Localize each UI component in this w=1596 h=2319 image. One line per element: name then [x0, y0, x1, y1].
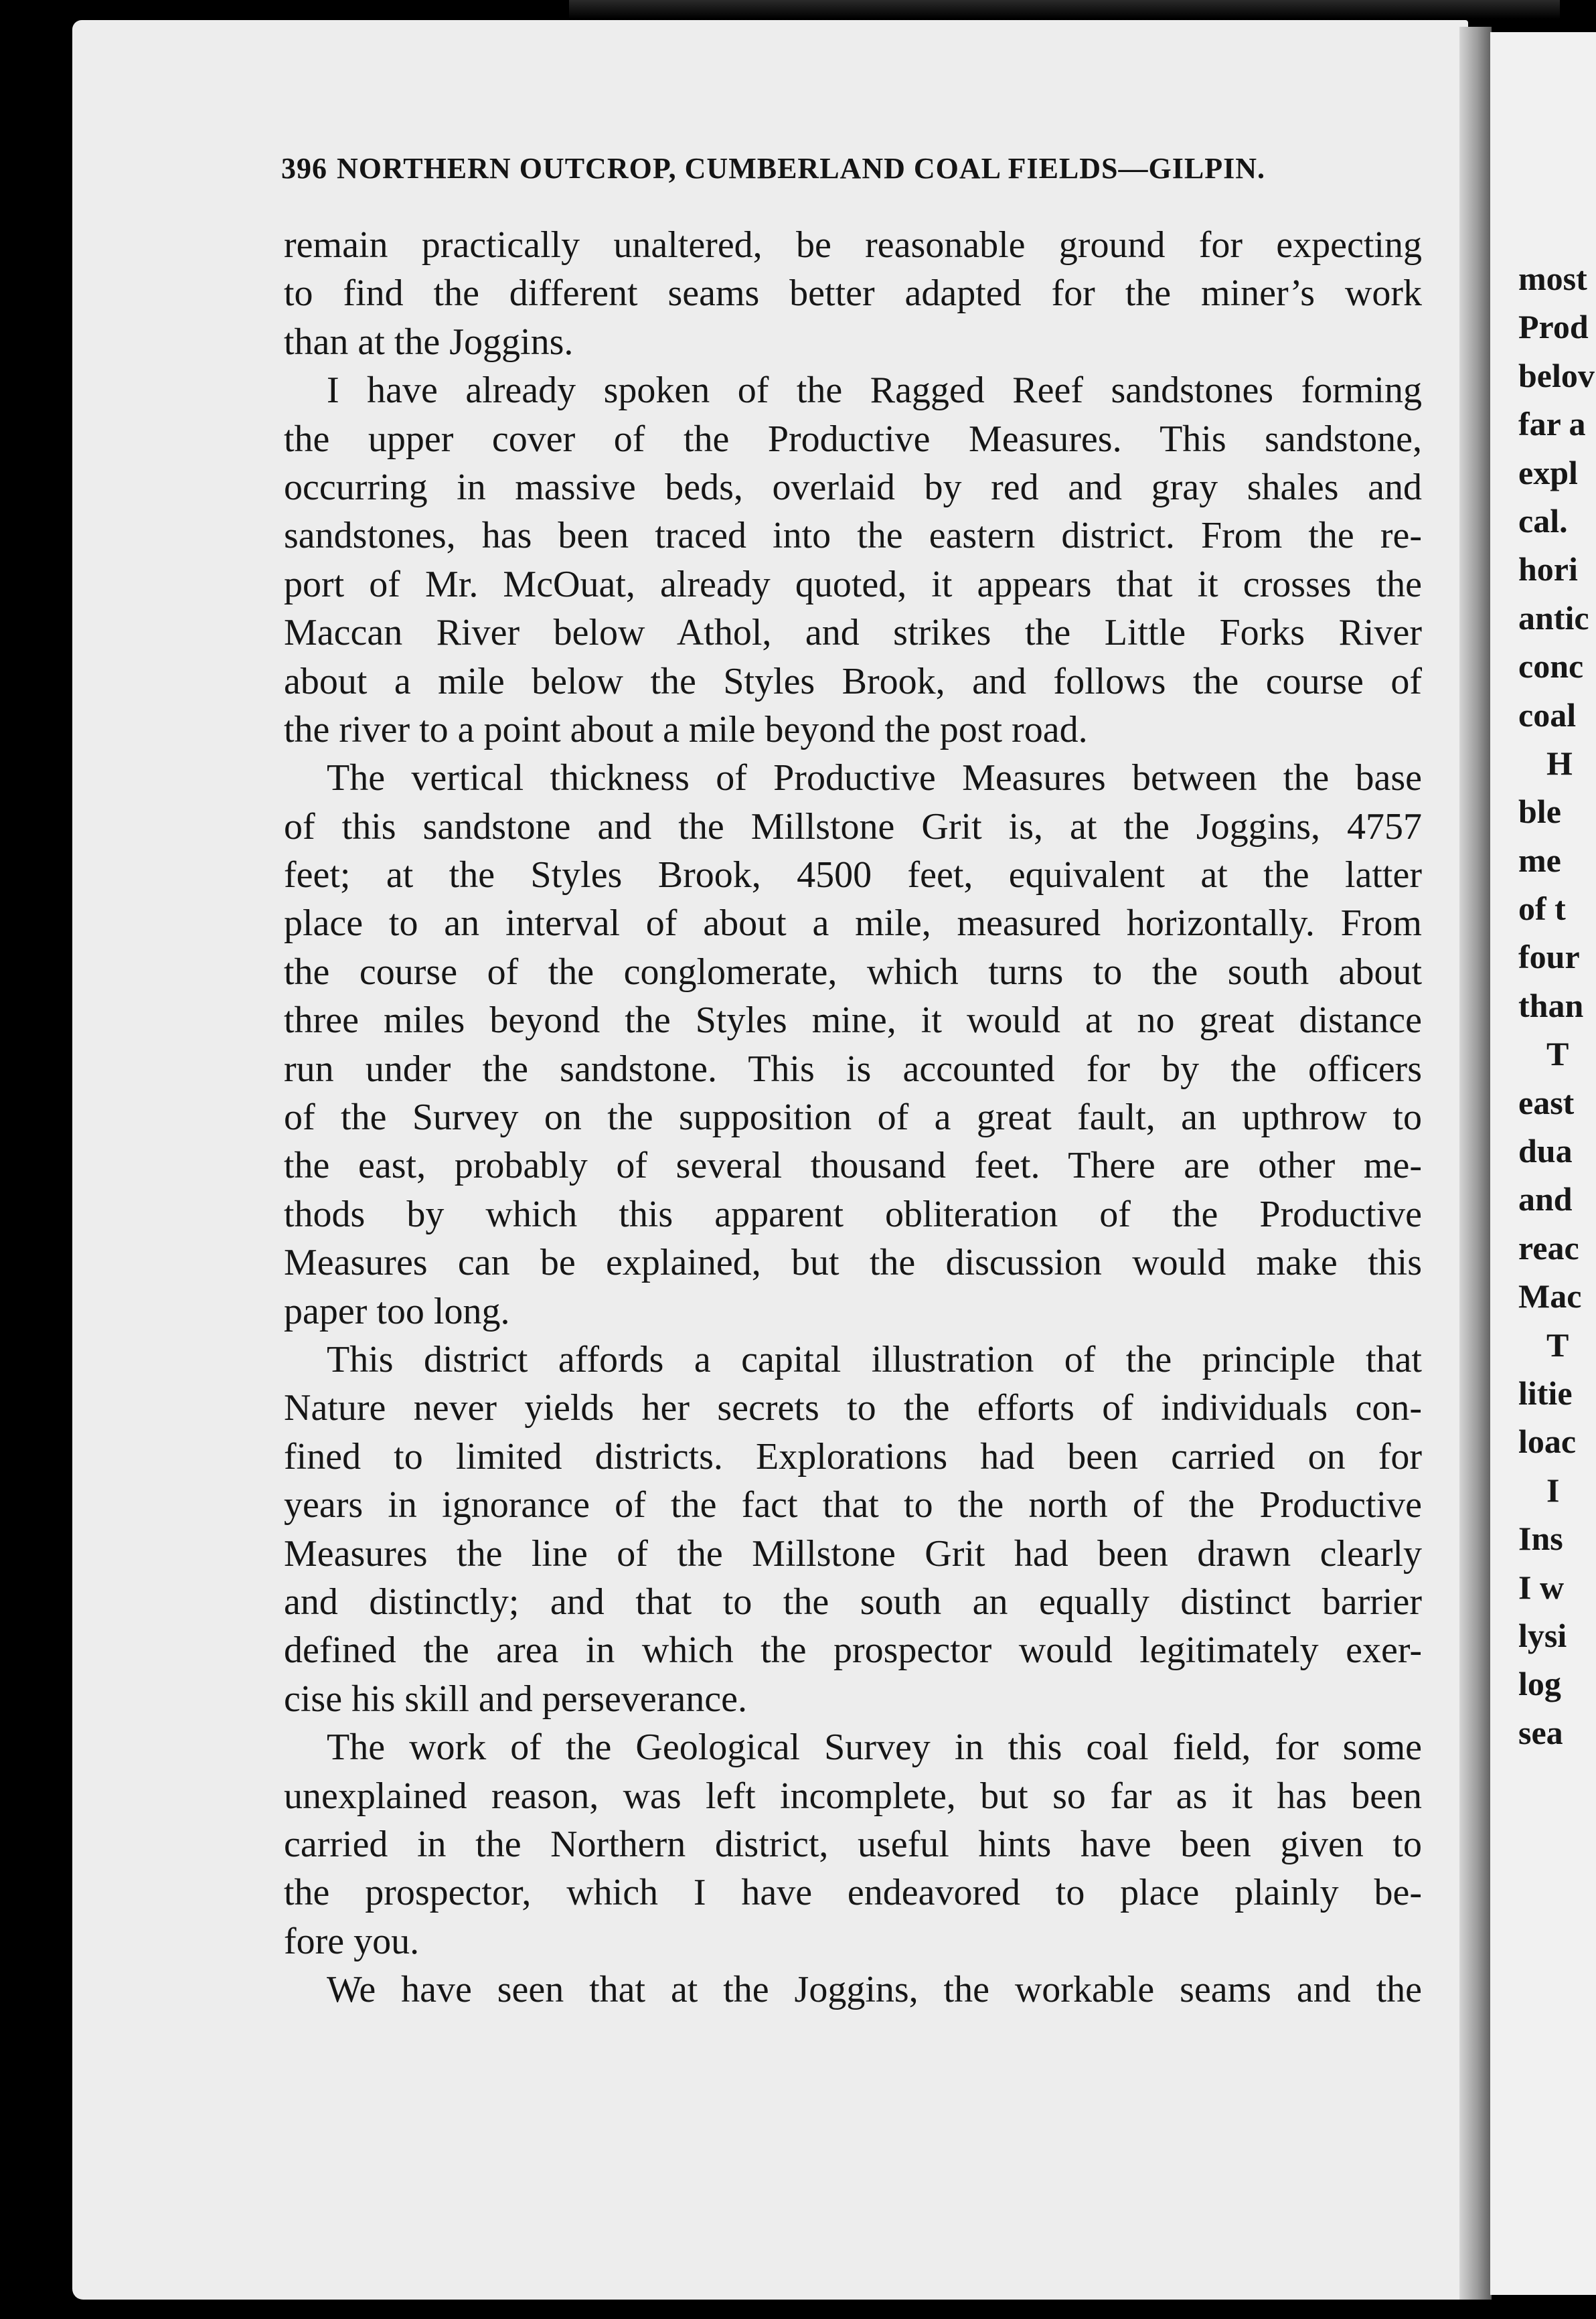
text-line: cise his skill and perseverance.	[284, 1678, 747, 1720]
text-line: paper too long.	[284, 1290, 510, 1332]
fragment-line: I w	[1518, 1568, 1565, 1606]
fragment-line: loac	[1518, 1423, 1577, 1461]
text-line: Nature never yields her secrets to the efforts of individuals con-	[284, 1387, 1422, 1429]
fragment-line: me	[1518, 841, 1561, 879]
fragment-line: Mac	[1518, 1277, 1582, 1315]
text-line: defined the area in which the prospector would legitimately exer-	[284, 1629, 1422, 1672]
text-line: to find the different seams better adapted for the miner’s work	[284, 272, 1422, 315]
paragraph-start-line: The vertical thickness of Productive Measures between the base	[327, 757, 1422, 799]
text-line: unexplained reason, was left incomplete, but so far as it has been	[284, 1775, 1422, 1817]
text-line: thods by which this apparent obliteration of the Productive	[284, 1193, 1422, 1235]
running-title: NORTHERN OUTCROP, CUMBERLAND COAL FIELDS—GILPIN.	[337, 152, 1265, 185]
paragraph-start-line: This district affords a capital illustration of the principle that	[327, 1338, 1422, 1380]
text-line: place to an interval of about a mile, measured horizontally. From	[284, 902, 1422, 945]
fragment-line: four	[1518, 938, 1580, 976]
text-line: the prospector, which I have endeavored to place plainly be-	[284, 1872, 1422, 1914]
fragment-line: H	[1546, 744, 1573, 782]
text-line: fined to limited districts. Explorations had been carried on for	[284, 1435, 1422, 1477]
fragment-line: log	[1518, 1665, 1561, 1703]
scan-top-edge	[569, 0, 1560, 19]
text-line: the river to a point about a mile beyond the post road.	[284, 708, 1088, 750]
fragment-line: T	[1546, 1326, 1569, 1364]
fragment-line: Prod	[1518, 308, 1589, 346]
running-header	[281, 151, 1339, 185]
text-line: remain practically unaltered, be reasonable ground for expecting	[284, 224, 1422, 266]
fragment-line: lysi	[1518, 1616, 1567, 1654]
fragment-line: and	[1518, 1180, 1573, 1218]
paragraph-start-line: I have already spoken of the Ragged Reef sandstones forming	[327, 370, 1422, 412]
fragment-line: sea	[1518, 1713, 1563, 1751]
text-line: of this sandstone and the Millstone Grit is, at the Joggins, 4757	[284, 805, 1422, 848]
text-line: years in ignorance of the fact that to the north of the Productive	[284, 1484, 1422, 1526]
fragment-line: dua	[1518, 1132, 1573, 1170]
text-line: about a mile below the Styles Brook, and follows the course of	[284, 660, 1422, 702]
fragment-line: Ins	[1518, 1520, 1563, 1558]
fragment-line: cal.	[1518, 501, 1568, 540]
fragment-line: east	[1518, 1083, 1575, 1121]
fragment-line: conc	[1518, 647, 1584, 686]
text-line: fore you.	[284, 1920, 420, 1962]
page-number: 396	[281, 152, 327, 185]
text-line: than at the Joggins.	[284, 321, 574, 363]
text-line: the upper cover of the Productive Measures. This sandstone,	[284, 418, 1422, 460]
text-line: the course of the conglomerate, which turns to the south about	[284, 951, 1422, 993]
text-line: of the Survey on the supposition of a great fault, an upthrow to	[284, 1097, 1422, 1139]
text-line: occurring in massive beds, overlaid by red and gray shales and	[284, 466, 1422, 508]
fragment-line: ble	[1518, 793, 1561, 831]
fragment-line: coal	[1518, 696, 1577, 734]
text-line: Measures the line of the Millstone Grit had been drawn clearly	[284, 1532, 1422, 1575]
right-page-text-fragments	[1518, 254, 1596, 1757]
page-body-text	[284, 221, 1422, 2014]
fragment-line: T	[1546, 1035, 1569, 1073]
text-line: feet; at the Styles Brook, 4500 feet, equivalent at the latter	[284, 854, 1422, 896]
fragment-line: belov	[1518, 356, 1595, 394]
text-line: Measures can be explained, but the discussion would make this	[284, 1242, 1422, 1284]
text-line: Maccan River below Athol, and strikes the Little Forks River	[284, 612, 1422, 654]
text-line: three miles beyond the Styles mine, it would at no great distance	[284, 999, 1422, 1042]
fragment-line: reac	[1518, 1228, 1579, 1267]
text-line: carried in the Northern district, useful hints have been given to	[284, 1823, 1422, 1865]
text-line: run under the sandstone. This is accounted for by the officers	[284, 1048, 1422, 1090]
paragraph-start-line: The work of the Geological Survey in this coal field, for some	[327, 1727, 1422, 1769]
fragment-line: hori	[1518, 550, 1578, 588]
text-line: sandstones, has been traced into the eastern district. From the re-	[284, 515, 1422, 557]
paragraph-start-line: We have seen that at the Joggins, the workable seams and the	[327, 1969, 1422, 2011]
fragment-line: of t	[1518, 890, 1566, 928]
text-line: the east, probably of several thousand feet. There are other me-	[284, 1145, 1422, 1187]
book-gutter	[1459, 27, 1492, 2300]
text-line: and distinctly; and that to the south an equally distinct barrier	[284, 1581, 1422, 1623]
fragment-line: expl	[1518, 453, 1578, 491]
fragment-line: most	[1518, 260, 1587, 297]
fragment-line: far a	[1518, 405, 1586, 443]
fragment-line: I	[1546, 1471, 1560, 1509]
fragment-line: antic	[1518, 598, 1589, 637]
fragment-line: than	[1518, 986, 1584, 1024]
text-line: port of Mr. McOuat, already quoted, it appears that it crosses the	[284, 563, 1422, 605]
fragment-line: litie	[1518, 1374, 1573, 1412]
